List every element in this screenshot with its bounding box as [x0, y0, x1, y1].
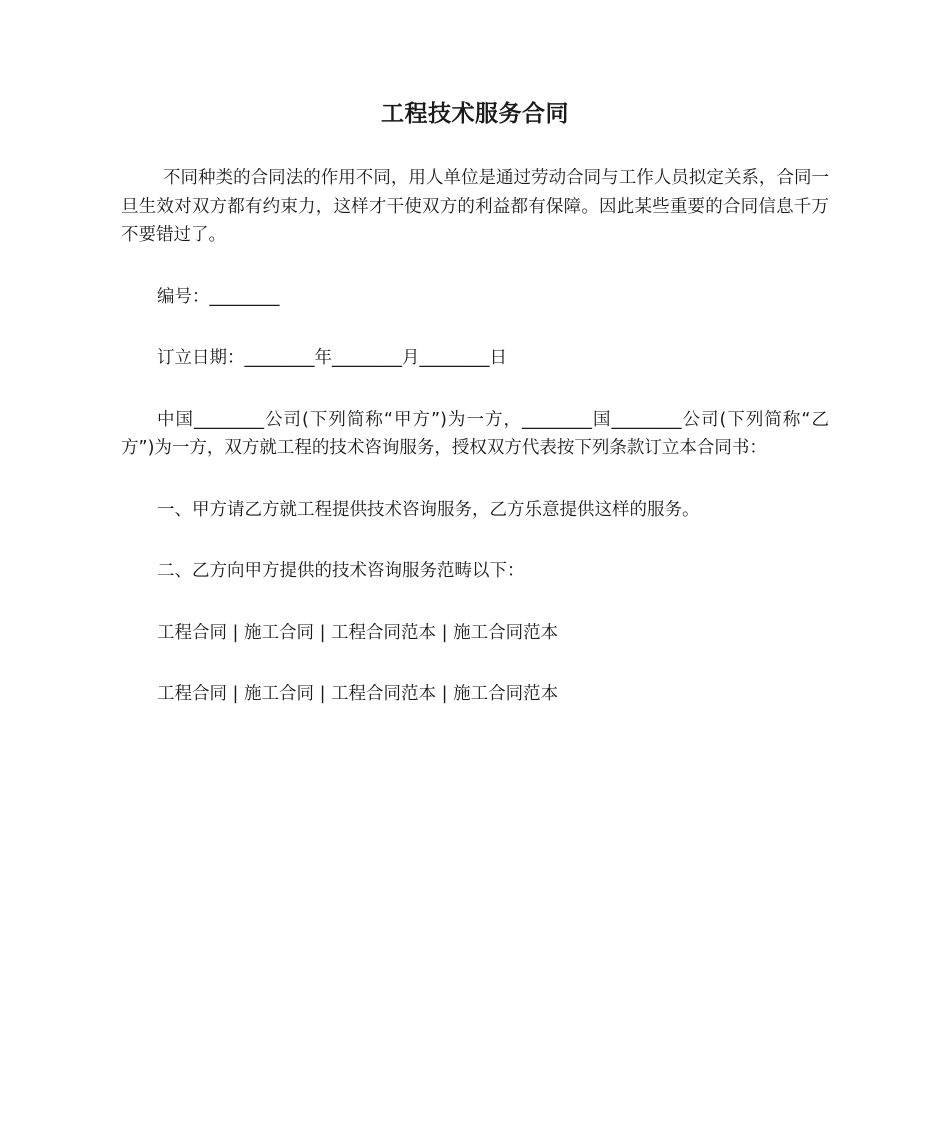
contract-number-line: 编号：________ [157, 286, 280, 307]
clause-two: 二、乙方向甲方提供的技术咨询服务范畴以下： [157, 561, 525, 581]
intro-paragraph: 不同种类的合同法的作用不同，用人单位是通过劳动合同与工作人员拟定关系，合同一旦生效对双方都有约束力，这样才干使双方的利益都有保障。因此某些重要的合同信息千万不要错过了。 [121, 168, 829, 245]
document-body [121, 96, 829, 709]
parties-paragraph: 中国________公司(下列简称“甲方”)为一方，________国________公司(下列简称“乙方”)为一方，双方就工程的技术咨询服务，授权双方代表按下列条款订立本合同书： [121, 409, 829, 458]
related-links-line-1: 工程合同 | 施工合同 | 工程合同范本 | 施工合同范本 [157, 622, 559, 643]
signing-date-line: 订立日期：________年________月________日 [157, 348, 507, 368]
document-title: 工程技术服务合同 [381, 101, 569, 127]
related-links-line-2: 工程合同 | 施工合同 | 工程合同范本 | 施工合同范本 [157, 684, 559, 704]
clause-one: 一、甲方请乙方就工程提供技术咨询服务，乙方乐意提供这样的服务。 [157, 499, 700, 520]
